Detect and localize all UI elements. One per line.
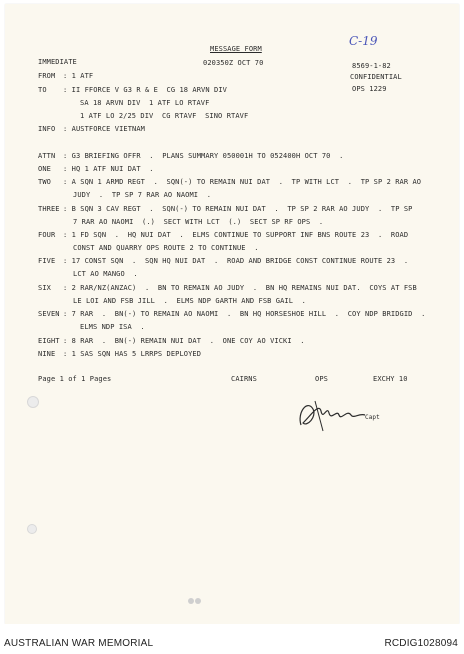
body-line: : 2 RAR/NZ(ANZAC) . BN TO REMAIN AO JUDY . BN HQ REMAINS NUI DAT. COYS AT FSB: [63, 284, 417, 292]
body-line: : 1 FD SQN . HQ NUI DAT . ELMS CONTINUE TO SUPPORT INF BNS ROUTE 23 . ROAD: [63, 231, 409, 239]
to-line-3: 1 ATF LO 2/25 DIV CG RTAVF SINO RTAVF: [80, 112, 249, 120]
page-count: Page 1 of 1 Pages: [38, 375, 112, 383]
fold-mark: [188, 598, 194, 604]
body-line: ELMS NDP ISA .: [80, 323, 145, 331]
department: OPS: [315, 375, 328, 383]
file-reference: 8569-1-82: [352, 62, 391, 70]
body-label-one: ONE: [38, 165, 51, 173]
body-label-five: FIVE: [38, 257, 56, 265]
exchange: EXCHY 10: [373, 375, 408, 383]
body-line: JUDY . TP SP 7 RAR AO NAOMI .: [73, 191, 212, 199]
fold-mark: [195, 598, 201, 604]
body-line: : 1 SAS SQN HAS 5 LRRPS DEPLOYED: [63, 350, 202, 358]
body-label-attn: ATTN: [38, 152, 56, 160]
body-label-four: FOUR: [38, 231, 56, 239]
originator: CAIRNS: [231, 375, 257, 383]
signature-mark: [293, 395, 373, 435]
body-label-six: SIX: [38, 284, 51, 292]
info-value: : AUSTFORCE VIETNAM: [63, 125, 145, 133]
body-line: : 17 CONST SQN . SQN HQ NUI DAT . ROAD AND BRIDGE CONST CONTINUE ROUTE 23 .: [63, 257, 409, 265]
to-line-2: SA 18 ARVN DIV 1 ATF LO RTAVF: [80, 99, 210, 107]
from-value: : 1 ATF: [63, 72, 94, 80]
form-title: MESSAGE FORM: [210, 45, 262, 53]
punch-hole: [27, 396, 39, 408]
to-line-1: : II FFORCE V G3 R & E CG 18 ARVN DIV: [63, 86, 227, 94]
body-line: CONST AND QUARRY OPS ROUTE 2 TO CONTINUE .: [73, 244, 259, 252]
archive-reference: RCDIG1028094: [384, 638, 458, 649]
body-label-three: THREE: [38, 205, 60, 213]
to-label: TO: [38, 86, 47, 94]
message-form-sheet: [5, 4, 459, 624]
body-label-seven: SEVEN: [38, 310, 60, 318]
rank: Capt: [365, 414, 380, 421]
body-line: : A SQN 1 ARMD REGT . SQN(-) TO REMAIN NUI DAT . TP WITH LCT . TP SP 2 RAR AO: [63, 178, 422, 186]
body-label-nine: NINE: [38, 350, 56, 358]
body-label-eight: EIGHT: [38, 337, 60, 345]
body-line: : 7 RAR . BN(-) TO REMAIN AO NAOMI . BN HQ HORSESHOE HILL . COY NDP BRIDGID .: [63, 310, 426, 318]
body-line: 7 RAR AO NAOMI (.) SECT WITH LCT (.) SECT SP RF OPS .: [73, 218, 324, 226]
body-label-two: TWO: [38, 178, 51, 186]
from-label: FROM: [38, 72, 56, 80]
body-line: : HQ 1 ATF NUI DAT .: [63, 165, 154, 173]
classification: CONFIDENTIAL: [350, 73, 402, 81]
archive-name: AUSTRALIAN WAR MEMORIAL: [4, 638, 154, 649]
archive-footer: [0, 624, 464, 654]
body-line: LCT AO MANGO .: [73, 270, 138, 278]
punch-hole: [27, 524, 37, 534]
body-line: : B SQN 3 CAV REGT . SQN(-) TO REMAIN NUI DAT . TP SP 2 RAR AO JUDY . TP SP: [63, 205, 413, 213]
body-line: : 8 RAR . BN(-) REMAIN NUI DAT . ONE COY AO VICKI .: [63, 337, 305, 345]
precedence: IMMEDIATE: [38, 58, 77, 66]
ops-number: OPS 1229: [352, 85, 387, 93]
body-line: : G3 BRIEFING OFFR . PLANS SUMMARY 050001H TO 052400H OCT 70 .: [63, 152, 344, 160]
date-time-group: 020350Z OCT 70: [203, 59, 264, 67]
body-line: LE LOI AND FSB JILL . ELMS NDP GARTH AND FSB GAIL .: [73, 297, 306, 305]
info-label: INFO: [38, 125, 56, 133]
handwritten-reference: C-19: [349, 34, 378, 48]
